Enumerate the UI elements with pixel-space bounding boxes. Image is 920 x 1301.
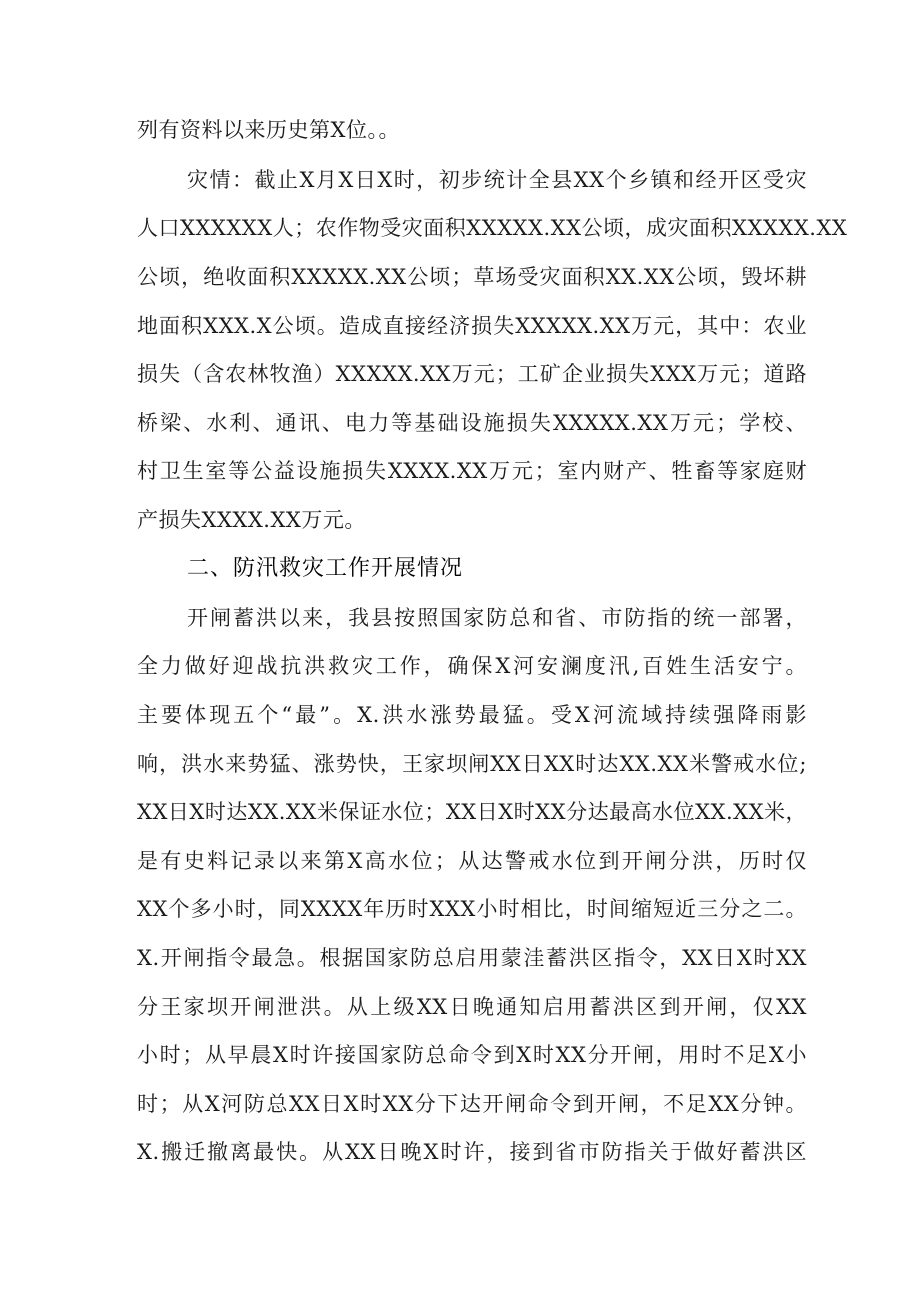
text-line-1: 列有资料以来历史第X位。。	[137, 118, 400, 142]
text-line-8: 村卫生室等公益设施损失XXXX.XX万元；室内财产、牲畜等家庭财	[137, 459, 807, 483]
section-line-1: 开闸蓄洪以来，我县按照国家防总和省、市防指的统一部署，	[187, 606, 807, 630]
text-line-3: 人口XXXXXX人；农作物受灾面积XXXXX.XX公顷，成灾面积XXXXX.XX	[137, 216, 848, 240]
section-line-10: 小时；从早晨X时许接国家防总命令到X时XX分开闸，用时不足X小	[137, 1043, 807, 1067]
section-line-8: X.开闸指令最急。根据国家防总启用蒙洼蓄洪区指令，XX日X时XX	[137, 946, 807, 970]
text-line-6: 损失（含农林牧渔）XXXXX.XX万元；工矿企业损失XXX万元；道路	[137, 362, 807, 386]
text-line-9: 产损失XXXX.XX万元。	[137, 508, 366, 532]
section-line-5: XX日X时达XX.XX米保证水位；XX日X时XX分达最高水位XX.XX米，	[137, 800, 808, 824]
section-line-7: XX个多小时，同XXXX年历时XXX小时相比，时间缩短近三分之二。	[137, 897, 807, 921]
text-line-5: 地面积XXX.X公顷。造成直接经济损失XXXXX.XX万元，其中：农业	[137, 314, 807, 338]
section-line-9: 分王家坝开闸泄洪。从上级XX日晚通知启用蓄洪区到开闸，仅XX	[137, 995, 807, 1019]
section-heading: 二、防汛救灾工作开展情况	[187, 556, 464, 581]
section-line-3: 主要体现五个“最”。X.洪水涨势最猛。受X河流域持续强降雨影	[137, 703, 807, 727]
section-line-11: 时；从X河防总XX日X时XX分下达开闸命令到开闸，不足XX分钟。	[137, 1092, 807, 1116]
section-line-2: 全力做好迎战抗洪救灾工作，确保X河安澜度汛,百姓生活安宁。	[137, 654, 807, 678]
section-line-4: 响，洪水来势猛、涨势快，王家坝闸XX日XX时达XX.XX米警戒水位;	[137, 752, 807, 776]
section-line-6: 是有史料记录以来第X高水位；从达警戒水位到开闸分洪，历时仅	[137, 849, 807, 873]
text-line-2: 灾情：截止X月X日X时，初步统计全县XX个乡镇和经开区受灾	[187, 168, 807, 192]
text-line-4: 公顷，绝收面积XXXXX.XX公顷；草场受灾面积XX.XX公顷，毁坏耕	[137, 265, 807, 289]
text-line-7: 桥梁、水利、通讯、电力等基础设施损失XXXXX.XX万元；学校、	[137, 411, 807, 435]
section-line-12: X.搬迁撤离最快。从XX日晚X时许，接到省市防指关于做好蓄洪区	[137, 1140, 807, 1164]
